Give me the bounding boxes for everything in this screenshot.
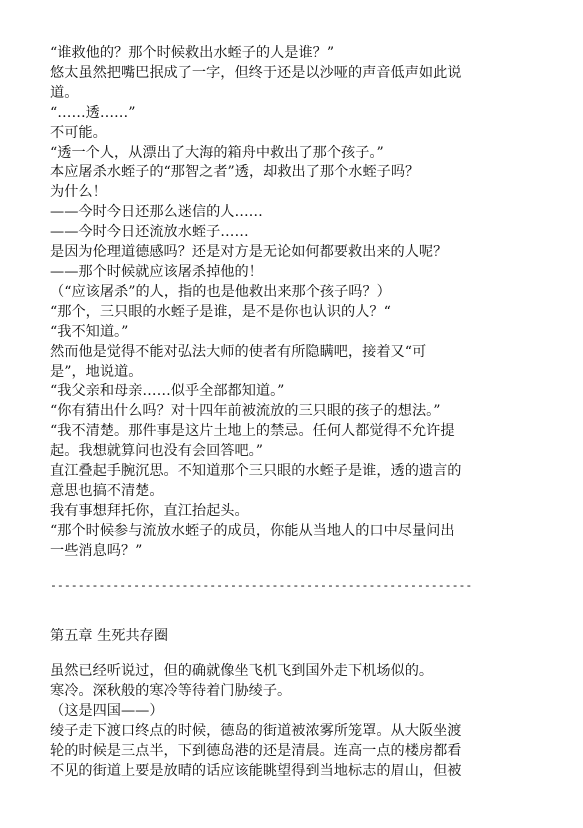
section-divider: ------------------------------------------------------------- (50, 578, 473, 592)
text-line: “……透……” (50, 104, 136, 121)
text-line: 直江叠起手腕沉思。不知道那个三只眼的水蛭子是谁，透的遗言的 (50, 463, 462, 480)
chapter-title: 第五章 生死共存圈 (50, 628, 169, 644)
text-line: 是因为伦理道德感吗？还是对方是无论如何都要救出来的人呢？ (50, 244, 448, 261)
text-line: ——那个时候就应该屠杀掉他的！ (50, 263, 263, 280)
text-line: “透一个人，从漂出了大海的箱舟中救出了那个孩子。” (50, 144, 384, 161)
story-text-bottom (50, 662, 530, 781)
text-line: （这是四国——） (50, 702, 164, 719)
text-line: 轮的时候是三点半，下到德岛港的还是清晨。连高一点的楼房都看 (50, 742, 462, 759)
text-line: “那个时候参与流放水蛭子的成员，你能从当地人的口中尽量问出 (50, 522, 455, 539)
text-line: 虽然已经听说过，但的确就像坐飞机飞到国外走下机场似的。 (50, 663, 434, 679)
text-line: “我不知道。” (50, 323, 129, 340)
text-line: 是”，地说道。 (50, 363, 143, 380)
text-line: 然而他是觉得不能对弘法大师的使者有所隐瞒吧，接着又“可 (50, 343, 427, 360)
story-text-top (50, 44, 530, 562)
text-line: “我不清楚。那件事是这片土地上的禁忌。任何人都觉得不允许提 (50, 423, 455, 440)
text-line: 绫子走下渡口终点的时候，德岛的街道被浓雾所笼罩。从大阪坐渡 (50, 722, 462, 739)
text-line: ——今时今日还流放水蛭子…… (50, 224, 249, 241)
text-line: 意思也搞不清楚。 (50, 482, 164, 499)
text-line: 一些消息吗？” (50, 542, 143, 559)
text-line: 寒冷。深秋般的寒冷等待着门胁绫子。 (50, 682, 292, 699)
text-line: 起。我想就算问也没有会回答吧。” (50, 443, 263, 460)
text-line: “那个，三只眼的水蛭子是谁，是不是你也认识的人？“ (50, 303, 391, 320)
text-line: 本应屠杀水蛭子的“那智之者”透，却救出了那个水蛭子吗？ (50, 164, 420, 181)
text-line: 我有事想拜托你，直江抬起头。 (50, 502, 249, 519)
text-line: “你有猜出什么吗？对十四年前被流放的三只眼的孩子的想法。” (50, 403, 441, 420)
text-line: （“应该屠杀”的人，指的也是他救出来那个孩子吗？） (50, 283, 391, 300)
text-line: 道。 (50, 84, 79, 101)
text-line: 不可能。 (50, 124, 107, 141)
text-line: 不见的街道上要是放晴的话应该能眺望得到当地标志的眉山，但被 (50, 762, 462, 779)
text-line: “谁救他的？那个时候救出水蛭子的人是谁？” (50, 45, 335, 61)
text-line: ——今时今日还那么迷信的人…… (50, 204, 263, 221)
text-line: 为什么！ (50, 184, 107, 201)
text-line: 悠太虽然把嘴巴抿成了一字，但终于还是以沙哑的声音低声如此说 (50, 64, 462, 81)
text-line: “我父亲和母亲……似乎全部都知道。” (50, 383, 285, 400)
